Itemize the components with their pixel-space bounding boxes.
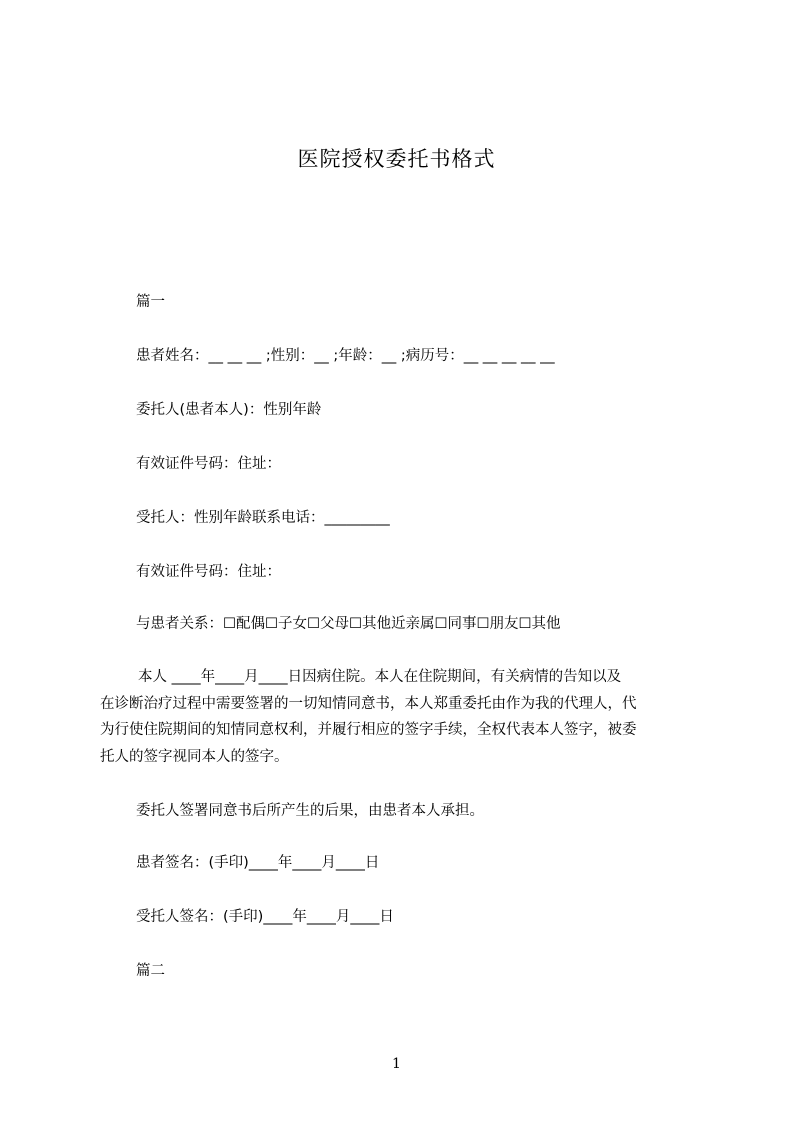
relationship-line: 与患者关系：☐配偶☐子女☐父母☐其他近亲属☐同事☐朋友☐其他 xyxy=(136,616,561,632)
delegatee-line: 受托人：性别年龄联系电话：_________ xyxy=(136,510,390,526)
paragraph-line-3: 为行使住院期间的知情同意权利，并履行相应的签字手续，全权代表本人签字，被委 xyxy=(100,722,637,738)
patient-info-line: 患者姓名：__ __ __ ;性别：__ ;年龄：__ ;病历号：__ __ __ __ __ xyxy=(136,348,555,364)
paragraph-line-4: 托人的签字视同本人的签字。 xyxy=(100,748,289,765)
patient-signature-line: 患者签名：(手印)____年____月____日 xyxy=(136,855,380,871)
delegator-id-address-line: 有效证件号码：住址： xyxy=(136,456,281,472)
section-heading-2: 篇二 xyxy=(136,963,165,979)
delegator-line: 委托人(患者本人)：性别年龄 xyxy=(136,402,322,418)
delegatee-id-address-line: 有效证件号码：住址： xyxy=(136,564,281,580)
consequence-line: 委托人签署同意书后所产生的后果，由患者本人承担。 xyxy=(136,803,484,819)
section-heading-1: 篇一 xyxy=(136,294,165,310)
paragraph-line-2: 在诊断治疗过程中需要签署的一切知情同意书，本人郑重委托由作为我的代理人，代 xyxy=(100,695,637,712)
paragraph-line-1: 本人 ____年____月____日因病住院。本人在住院期间，有关病情的告知以及 xyxy=(138,669,622,685)
delegatee-signature-line: 受托人签名：(手印)____年____月____日 xyxy=(136,909,394,925)
document-title: 医院授权委托书格式 xyxy=(297,147,496,171)
authorization-paragraph xyxy=(100,664,708,770)
page-number: 1 xyxy=(392,1056,401,1072)
